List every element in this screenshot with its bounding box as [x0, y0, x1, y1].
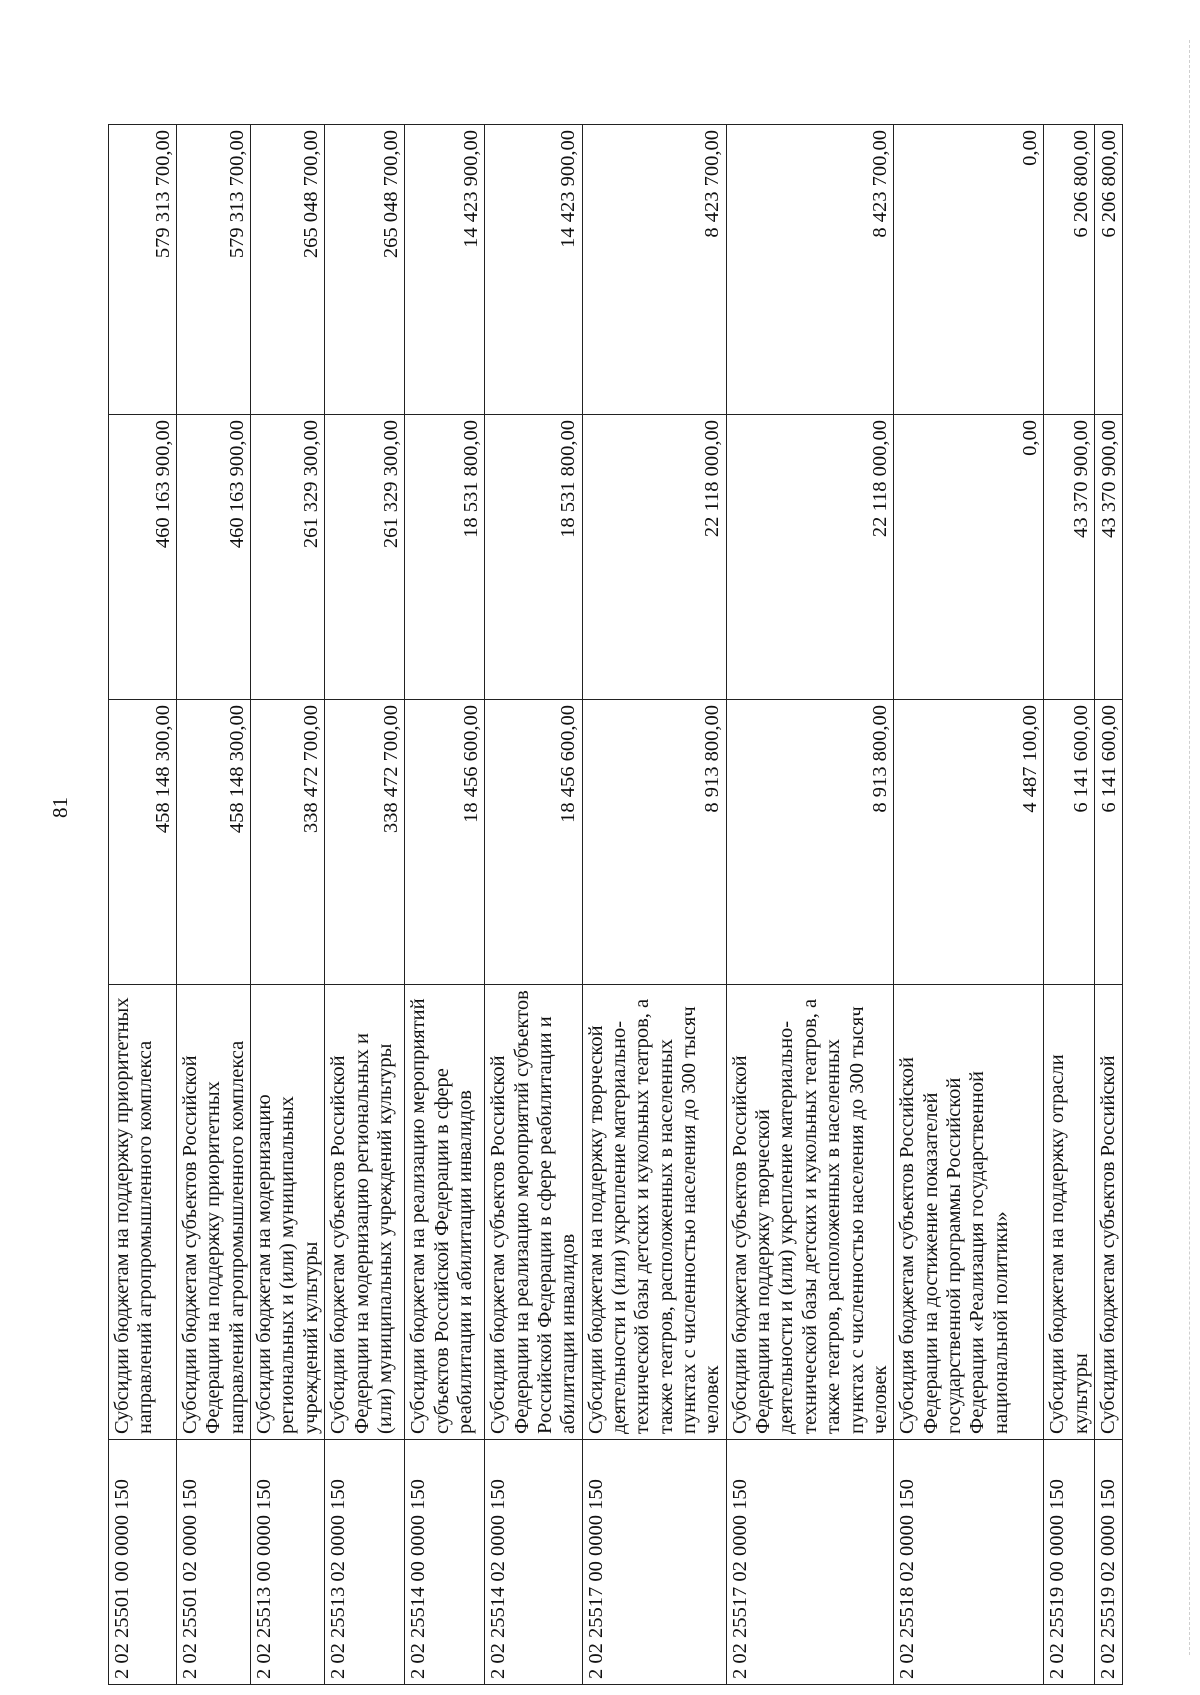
amount-year2-cell: 43 370 900,00 — [1094, 415, 1122, 700]
amount-year3-cell: 265 048 700,00 — [325, 125, 405, 415]
table-row — [251, 125, 325, 1685]
amount-year2-cell: 22 118 000,00 — [726, 415, 894, 700]
table-row — [582, 125, 726, 1685]
amount-year1-cell: 338 472 700,00 — [251, 700, 325, 985]
description-cell: Субсидии бюджетам на поддержку творческой деятельности и (или) укрепление материально-технической базы детских и кукольных театров, а также театров, расположенных в населенных пунктах с численностью населения до 300 тысяч человек — [582, 985, 726, 1440]
table-row — [325, 125, 405, 1685]
amount-year1-cell: 6 141 600,00 — [1044, 700, 1095, 985]
budget-code-cell: 2 02 25513 00 0000 150 — [251, 1440, 325, 1685]
description-cell: Субсидии бюджетам субъектов Российской Федерации на реализацию мероприятий субъектов Российской Федерации в сфере реабилитации и абилитации инвалидов — [485, 985, 582, 1440]
amount-year2-cell: 18 531 800,00 — [405, 415, 485, 700]
amount-year2-cell: 0,00 — [894, 415, 1044, 700]
budget-code-cell: 2 02 25501 02 0000 150 — [177, 1440, 251, 1685]
table-row — [894, 125, 1044, 1685]
amount-year3-cell: 6 206 800,00 — [1094, 125, 1122, 415]
scan-edge-line — [1189, 40, 1194, 1655]
amount-year2-cell: 22 118 000,00 — [582, 415, 726, 700]
amount-year2-cell: 18 531 800,00 — [485, 415, 582, 700]
amount-year2-cell: 261 329 300,00 — [251, 415, 325, 700]
budget-code-cell: 2 02 25514 02 0000 150 — [485, 1440, 582, 1685]
budget-code-cell: 2 02 25519 00 0000 150 — [1044, 1440, 1095, 1685]
amount-year3-cell: 579 313 700,00 — [177, 125, 251, 415]
amount-year3-cell: 8 423 700,00 — [582, 125, 726, 415]
budget-code-cell: 2 02 25518 02 0000 150 — [894, 1440, 1044, 1685]
amount-year1-cell: 4 487 100,00 — [894, 700, 1044, 985]
budget-code-cell: 2 02 25519 02 0000 150 — [1094, 1440, 1122, 1685]
amount-year3-cell: 14 423 900,00 — [405, 125, 485, 415]
amount-year1-cell: 6 141 600,00 — [1094, 700, 1122, 985]
description-cell: Субсидии бюджетам на поддержку отрасли культуры — [1044, 985, 1095, 1440]
table-row — [109, 125, 177, 1685]
description-cell: Субсидии бюджетам субъектов Российской Федерации на поддержку приоритетных направлений агропромышленного комплекса — [177, 985, 251, 1440]
budget-code-cell: 2 02 25513 02 0000 150 — [325, 1440, 405, 1685]
amount-year1-cell: 18 456 600,00 — [405, 700, 485, 985]
budget-code-cell: 2 02 25517 02 0000 150 — [726, 1440, 894, 1685]
description-cell: Субсидии бюджетам субъектов Российской — [1094, 985, 1122, 1440]
amount-year3-cell: 0,00 — [894, 125, 1044, 415]
amount-year2-cell: 460 163 900,00 — [177, 415, 251, 700]
amount-year2-cell: 460 163 900,00 — [109, 415, 177, 700]
description-cell: Субсидия бюджетам субъектов Российской Федерации на достижение показателей государственной программы Российской Федерации «Реализация государственной национальной политики» — [894, 985, 1044, 1440]
description-cell: Субсидии бюджетам на поддержку приоритетных направлений агропромышленного комплекса — [109, 985, 177, 1440]
amount-year3-cell: 6 206 800,00 — [1044, 125, 1095, 415]
description-cell: Субсидии бюджетам на модернизацию региональных и (или) муниципальных учреждений культуры — [251, 985, 325, 1440]
amount-year3-cell: 265 048 700,00 — [251, 125, 325, 415]
description-cell: Субсидии бюджетам на реализацию мероприятий субъектов Российской Федерации в сфере реабилитации и абилитации инвалидов — [405, 985, 485, 1440]
amount-year2-cell: 43 370 900,00 — [1044, 415, 1095, 700]
amount-year1-cell: 458 148 300,00 — [177, 700, 251, 985]
amount-year1-cell: 458 148 300,00 — [109, 700, 177, 985]
description-cell: Субсидии бюджетам субъектов Российской Федерации на поддержку творческой деятельности и (или) укрепление материально-технической базы детских и кукольных театров, а также театров, расположенных в населенных пунктах с численностью населения до 300 тысяч человек — [726, 985, 894, 1440]
amount-year2-cell: 261 329 300,00 — [325, 415, 405, 700]
amount-year3-cell: 579 313 700,00 — [109, 125, 177, 415]
table-row — [726, 125, 894, 1685]
amount-year1-cell: 338 472 700,00 — [325, 700, 405, 985]
description-cell: Субсидии бюджетам субъектов Российской Федерации на модернизацию региональных и (или) муниципальных учреждений культуры — [325, 985, 405, 1440]
rotated-table-wrapper — [108, 125, 1120, 1685]
amount-year1-cell: 18 456 600,00 — [485, 700, 582, 985]
page-number: 81 — [48, 797, 72, 818]
budget-code-cell: 2 02 25517 00 0000 150 — [582, 1440, 726, 1685]
amount-year1-cell: 8 913 800,00 — [582, 700, 726, 985]
table-row — [1044, 125, 1095, 1685]
amount-year1-cell: 8 913 800,00 — [726, 700, 894, 985]
amount-year3-cell: 8 423 700,00 — [726, 125, 894, 415]
budget-code-cell: 2 02 25514 00 0000 150 — [405, 1440, 485, 1685]
table-row — [405, 125, 485, 1685]
budget-code-cell: 2 02 25501 00 0000 150 — [109, 1440, 177, 1685]
budget-table — [108, 124, 1123, 1685]
amount-year3-cell: 14 423 900,00 — [485, 125, 582, 415]
table-row — [1094, 125, 1122, 1685]
table-row — [485, 125, 582, 1685]
table-row — [177, 125, 251, 1685]
